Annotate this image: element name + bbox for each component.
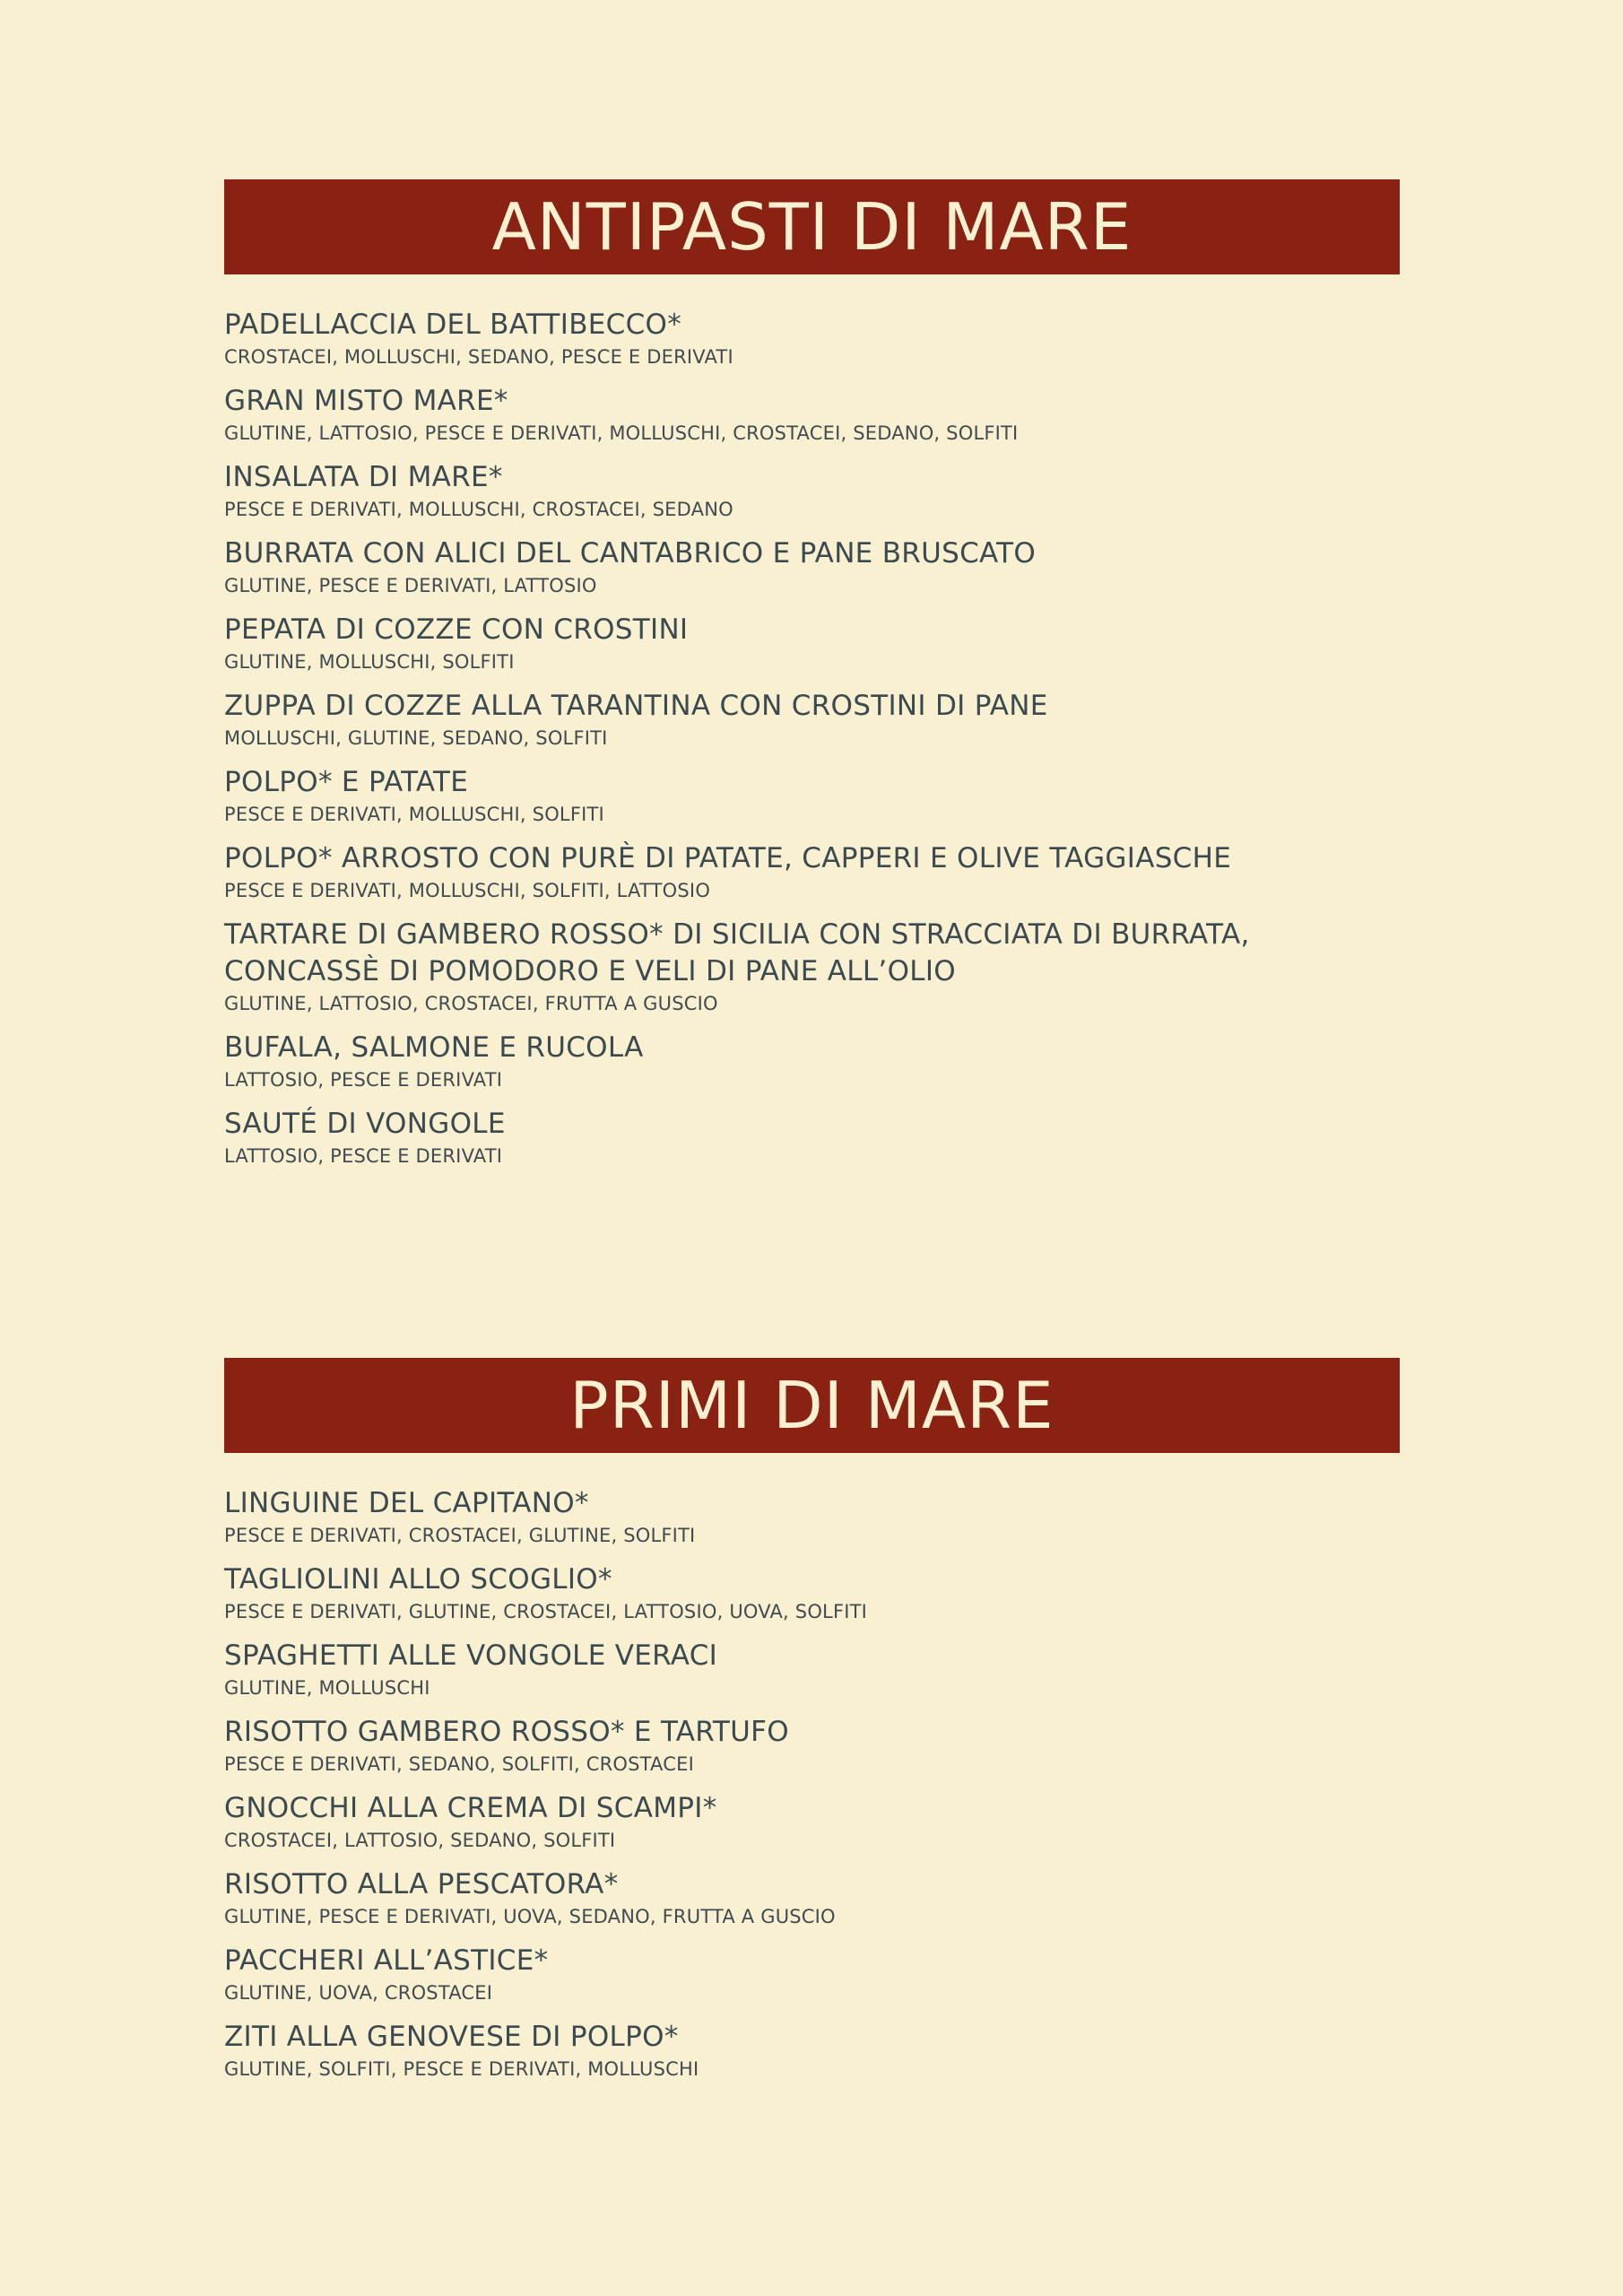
menu-item-name	[224, 1790, 1400, 1827]
menu-item	[224, 1030, 1400, 1093]
menu-item-name	[224, 1485, 1400, 1522]
menu-item-name	[224, 1638, 1400, 1674]
menu-item	[224, 764, 1400, 828]
menu-item-allergens: CROSTACEI, LATTOSIO, SEDANO, SOLFITI	[224, 1830, 616, 1851]
menu-item-name-line: RISOTTO ALLA PESCATORA*	[224, 1868, 619, 1900]
menu-item-name-line: TARTARE DI GAMBERO ROSSO* DI SICILIA CON STRACCIATA DI BURRATA,	[224, 918, 1250, 951]
menu-item-allergens: PESCE E DERIVATI, GLUTINE, CROSTACEI, LATTOSIO, UOVA, SOLFITI	[224, 1601, 868, 1622]
menu-item	[224, 1714, 1400, 1778]
menu-item-name-line: SPAGHETTI ALLE VONGOLE VERACI	[224, 1639, 718, 1672]
menu-item-name-line: ZUPPA DI COZZE ALLA TARANTINA CON CROSTINI DI PANE	[224, 690, 1048, 722]
menu-item-name-line: INSALATA DI MARE*	[224, 461, 503, 493]
menu-item-name-line: TAGLIOLINI ALLO SCOGLIO*	[224, 1563, 612, 1596]
menu-item	[224, 840, 1400, 904]
menu-item-name-line: PACCHERI ALL’ASTICE*	[224, 1944, 549, 1977]
menu-item-allergens: PESCE E DERIVATI, MOLLUSCHI, CROSTACEI, SEDANO	[224, 499, 733, 520]
menu-item-allergens: PESCE E DERIVATI, CROSTACEI, GLUTINE, SOLFITI	[224, 1525, 696, 1546]
menu-item-allergens: GLUTINE, MOLLUSCHI	[224, 1677, 430, 1699]
menu-item-allergens: MOLLUSCHI, GLUTINE, SEDANO, SOLFITI	[224, 727, 608, 749]
menu-item	[224, 1943, 1400, 2006]
menu-item-name	[224, 2019, 1400, 2056]
menu-item	[224, 1106, 1400, 1170]
menu-item	[224, 1866, 1400, 1930]
menu-item	[224, 383, 1400, 447]
menu-item	[224, 917, 1400, 1017]
menu-item	[224, 2019, 1400, 2083]
menu-item-name	[224, 764, 1400, 801]
menu-item-name	[224, 1030, 1400, 1066]
menu-item-name-line: GNOCCHI ALLA CREMA DI SCAMPI*	[224, 1792, 717, 1824]
menu-item-name-line: SAUTÉ DI VONGOLE	[224, 1108, 506, 1140]
menu-item	[224, 459, 1400, 523]
section-primi-di-mare	[224, 1358, 1400, 2095]
menu-item-name	[224, 459, 1400, 496]
menu-item-allergens: PESCE E DERIVATI, SEDANO, SOLFITI, CROSTACEI	[224, 1753, 694, 1775]
section-antipasti-di-mare	[224, 179, 1400, 1182]
menu-item-name	[224, 1866, 1400, 1903]
menu-item-name	[224, 1943, 1400, 1979]
menu-item-name-line: LINGUINE DEL CAPITANO*	[224, 1487, 589, 1519]
menu-item	[224, 1561, 1400, 1625]
menu-item-allergens: GLUTINE, UOVA, CROSTACEI	[224, 1982, 493, 2004]
menu-item-allergens: CROSTACEI, MOLLUSCHI, SEDANO, PESCE E DERIVATI	[224, 346, 733, 368]
menu-item-name	[224, 383, 1400, 420]
menu-item	[224, 535, 1400, 599]
menu-item-name	[224, 307, 1400, 344]
menu-item-name-line: RISOTTO GAMBERO ROSSO* E TARTUFO	[224, 1716, 789, 1748]
section-title-banner: ANTIPASTI DI MARE	[224, 179, 1400, 274]
menu-item-name-line: POLPO* ARROSTO CON PURÈ DI PATATE, CAPPERI E OLIVE TAGGIASCHE	[224, 842, 1232, 874]
menu-item-name	[224, 535, 1400, 572]
menu-item-name-line: CONCASSÈ DI POMODORO E VELI DI PANE ALL’OLIO	[224, 955, 956, 987]
menu-item-name	[224, 688, 1400, 725]
menu-item	[224, 1638, 1400, 1701]
menu-item-allergens: LATTOSIO, PESCE E DERIVATI	[224, 1069, 503, 1091]
menu-item-name-line: PADELLACCIA DEL BATTIBECCO*	[224, 309, 682, 341]
menu-item-allergens: GLUTINE, PESCE E DERIVATI, UOVA, SEDANO, FRUTTA A GUSCIO	[224, 1906, 836, 1927]
menu-item-name	[224, 1714, 1400, 1751]
menu-item-name-line: PEPATA DI COZZE CON CROSTINI	[224, 613, 689, 646]
menu-item-name	[224, 840, 1400, 877]
menu-item-list	[224, 307, 1400, 1170]
menu-item	[224, 1485, 1400, 1549]
menu-item-name	[224, 917, 1400, 990]
menu-item-name-line: POLPO* E PATATE	[224, 766, 469, 798]
menu-item	[224, 1790, 1400, 1854]
section-title-banner: PRIMI DI MARE	[224, 1358, 1400, 1453]
menu-item-name-line: BURRATA CON ALICI DEL CANTABRICO E PANE BRUSCATO	[224, 537, 1037, 570]
menu-item-allergens: PESCE E DERIVATI, MOLLUSCHI, SOLFITI, LATTOSIO	[224, 880, 711, 901]
menu-item-name	[224, 1106, 1400, 1143]
menu-item-allergens: GLUTINE, PESCE E DERIVATI, LATTOSIO	[224, 575, 597, 596]
menu-item	[224, 307, 1400, 370]
menu-item-name	[224, 612, 1400, 648]
menu-item-name-line: BUFALA, SALMONE E RUCOLA	[224, 1031, 644, 1064]
menu-item-allergens: PESCE E DERIVATI, MOLLUSCHI, SOLFITI	[224, 804, 604, 825]
menu-item-name-line: ZITI ALLA GENOVESE DI POLPO*	[224, 2021, 679, 2053]
menu-item-allergens: LATTOSIO, PESCE E DERIVATI	[224, 1145, 503, 1167]
menu-item-allergens: GLUTINE, LATTOSIO, PESCE E DERIVATI, MOLLUSCHI, CROSTACEI, SEDANO, SOLFITI	[224, 422, 1019, 444]
menu-item-allergens: GLUTINE, MOLLUSCHI, SOLFITI	[224, 651, 515, 673]
menu-item-allergens: GLUTINE, LATTOSIO, CROSTACEI, FRUTTA A GUSCIO	[224, 993, 718, 1014]
menu-item	[224, 612, 1400, 675]
menu-item-list	[224, 1485, 1400, 2083]
menu-item-name	[224, 1561, 1400, 1598]
menu-item-allergens: GLUTINE, SOLFITI, PESCE E DERIVATI, MOLLUSCHI	[224, 2058, 699, 2080]
menu-item	[224, 688, 1400, 752]
menu-item-name-line: GRAN MISTO MARE*	[224, 385, 508, 417]
